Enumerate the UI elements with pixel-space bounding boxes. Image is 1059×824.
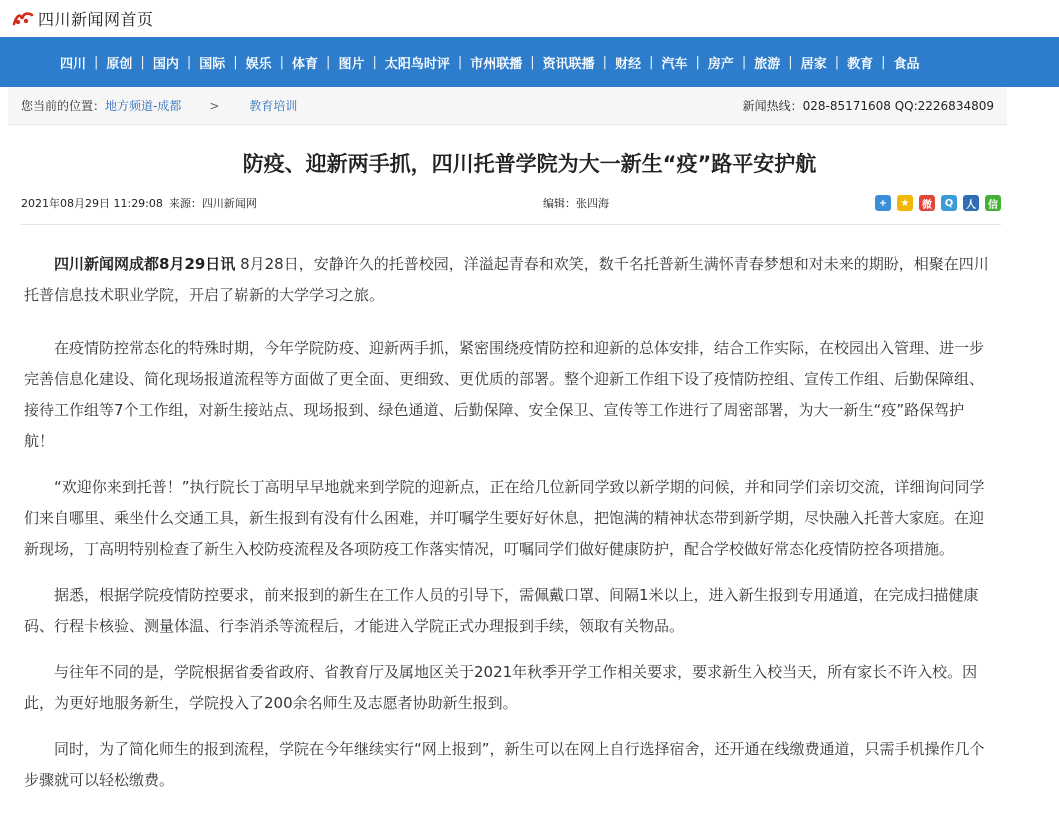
article-paragraph: 与往年不同的是，学院根据省委省政府、省教育厅及属地区关于2021年秋季开学工作相关要求，要求新生入校当天，所有家长不许入校。因此，为更好地服务新生，学院投入了200余名师生及志愿者协助新生报到。 (24, 663, 978, 712)
nav-separator: | (788, 54, 793, 70)
article-body (24, 249, 993, 796)
nav-item[interactable]: 国际 (199, 56, 226, 72)
nav-separator: | (140, 54, 145, 70)
nav-item[interactable]: 国内 (152, 56, 179, 72)
nav-separator: | (834, 54, 840, 70)
breadcrumb-label: 您当前的位置： (21, 99, 106, 113)
nav-separator: | (457, 54, 463, 70)
nav-separator: | (530, 54, 535, 70)
article-paragraph: 同时，为了简化师生的报到流程，学院在今年继续实行“网上报到”，新生可以在网上自行选择宿舍，还开通在线缴费通道，只需手机操作几个步骤就可以轻松缴费。 (24, 740, 985, 789)
breadcrumb-separator: > (209, 98, 220, 113)
nav-item[interactable]: 四川 (60, 56, 87, 72)
nav-separator: | (649, 54, 654, 70)
nav-item[interactable]: 原创 (106, 56, 133, 72)
breadcrumb-education[interactable]: 教育培训 (249, 99, 298, 113)
breadcrumb-bar (8, 87, 1007, 125)
nav-item[interactable]: 资讯联播 (542, 56, 595, 72)
nav-item[interactable]: 太阳鸟时评 (384, 56, 450, 72)
article-title: 防疫、迎新两手抓，四川托普学院为大一新生“疫”路平安护航 (242, 152, 817, 176)
article-datetime: 2021年08月29日 11:29:08 (21, 197, 163, 210)
nav-separator: | (279, 54, 285, 70)
source-label: 来源： (168, 197, 202, 210)
home-logo-link[interactable] (12, 7, 154, 30)
share-toolbar (875, 195, 1001, 211)
nav-item[interactable]: 市州联播 (470, 56, 523, 72)
nav-separator: | (741, 54, 747, 70)
share-tqq-icon[interactable]: Q (941, 195, 957, 211)
nav-item[interactable]: 房产 (707, 56, 734, 72)
nav-item[interactable]: 娱乐 (245, 56, 272, 72)
nav-item[interactable]: 汽车 (661, 56, 688, 72)
nav-separator: | (881, 54, 886, 70)
nav-separator: | (695, 54, 700, 70)
nav-item[interactable]: 居家 (800, 56, 827, 72)
article-editor: 编辑：张四海 (543, 197, 609, 210)
main-nav (0, 37, 1059, 87)
top-bar (0, 0, 1059, 37)
nav-item[interactable]: 图片 (338, 56, 365, 72)
article-paragraph: 据悉，根据学院疫情防控要求，前来报到的新生在工作人员的引导下，需佩戴口罩、间隔1米以上，进入新生报到专用通道，在完成扫描健康码、行程卡核验、测量体温、行李消杀等流程后，才能进入学院正式办理报到手续，领取有关物品。 (24, 586, 979, 635)
nav-item[interactable]: 食品 (893, 56, 920, 72)
nav-item[interactable]: 教育 (847, 56, 874, 72)
article-lead-paragraph (24, 249, 993, 311)
nav-separator: | (94, 54, 99, 70)
article-meta (21, 190, 1001, 225)
nav-item[interactable]: 体育 (292, 56, 319, 72)
logo-icon (12, 11, 34, 27)
nav-separator: | (326, 54, 331, 70)
share-qzone-icon[interactable]: ★ (897, 195, 913, 211)
share-plus-icon[interactable]: + (875, 195, 891, 211)
share-wechat-icon[interactable]: 信 (985, 195, 1001, 211)
nav-item[interactable]: 旅游 (754, 56, 781, 72)
news-hotline: 新闻热线：028-85171608 QQ:2226834809 (742, 99, 994, 113)
nav-separator: | (186, 54, 192, 70)
logo-text[interactable]: 四川新闻网首页 (38, 10, 154, 29)
breadcrumb-local-channel[interactable]: 地方频道-成都 (105, 99, 182, 113)
nav-item[interactable]: 财经 (615, 56, 642, 72)
article-paragraph: 在疫情防控常态化的特殊时期，今年学院防疫、迎新两手抓，紧密围绕疫情防控和迎新的总体安排，结合工作实际，在校园出入管理、进一步完善信息化建设、简化现场报道流程等方面做了更全面、更细致、更优质的部署。整个迎新工作组下设了疫情防控组、宣传工作组、后勤保障组、接待工作组等7个工作组，对新生接站点、现场报到、绿色通道、后勤保障、安全保卫、宣传等工作进行了周密部署，为大一新生“疫”路保驾护航！ (24, 339, 985, 450)
breadcrumb (21, 97, 297, 114)
article-lead-text: 8月28日，安静许久的托普校园，洋溢起青春和欢笑，数千名托普新生满怀青春梦想和对未来的期盼，相聚在四川托普信息技术职业学院，开启了崭新的大学学习之旅。 (24, 255, 989, 304)
share-weibo-icon[interactable]: 微 (919, 195, 935, 211)
nav-separator: | (372, 54, 377, 70)
nav-separator: | (602, 54, 608, 70)
article-paragraph: “欢迎你来到托普！”执行院长丁高明早早地就来到学院的迎新点，正在给几位新同学致以新学期的问候，并和同学们亲切交流，详细询问同学们来自哪里、乘坐什么交通工具，新生报到有没有什么困难，并叮嘱学生要好好休息，把饱满的精神状态带到新学期，尽快融入托普大家庭。在迎新现场，丁高明特别检查了新生入校防疫流程及各项防疫工作落实情况，叮嘱同学们做好健康防护，配合学校做好常态化疫情防控各项措施。 (24, 478, 985, 558)
article-dateline: 四川新闻网成都8月29日讯 (54, 255, 236, 273)
share-renren-icon[interactable]: 人 (963, 195, 979, 211)
article-source: 四川新闻网 (201, 197, 257, 210)
nav-separator: | (233, 54, 238, 70)
